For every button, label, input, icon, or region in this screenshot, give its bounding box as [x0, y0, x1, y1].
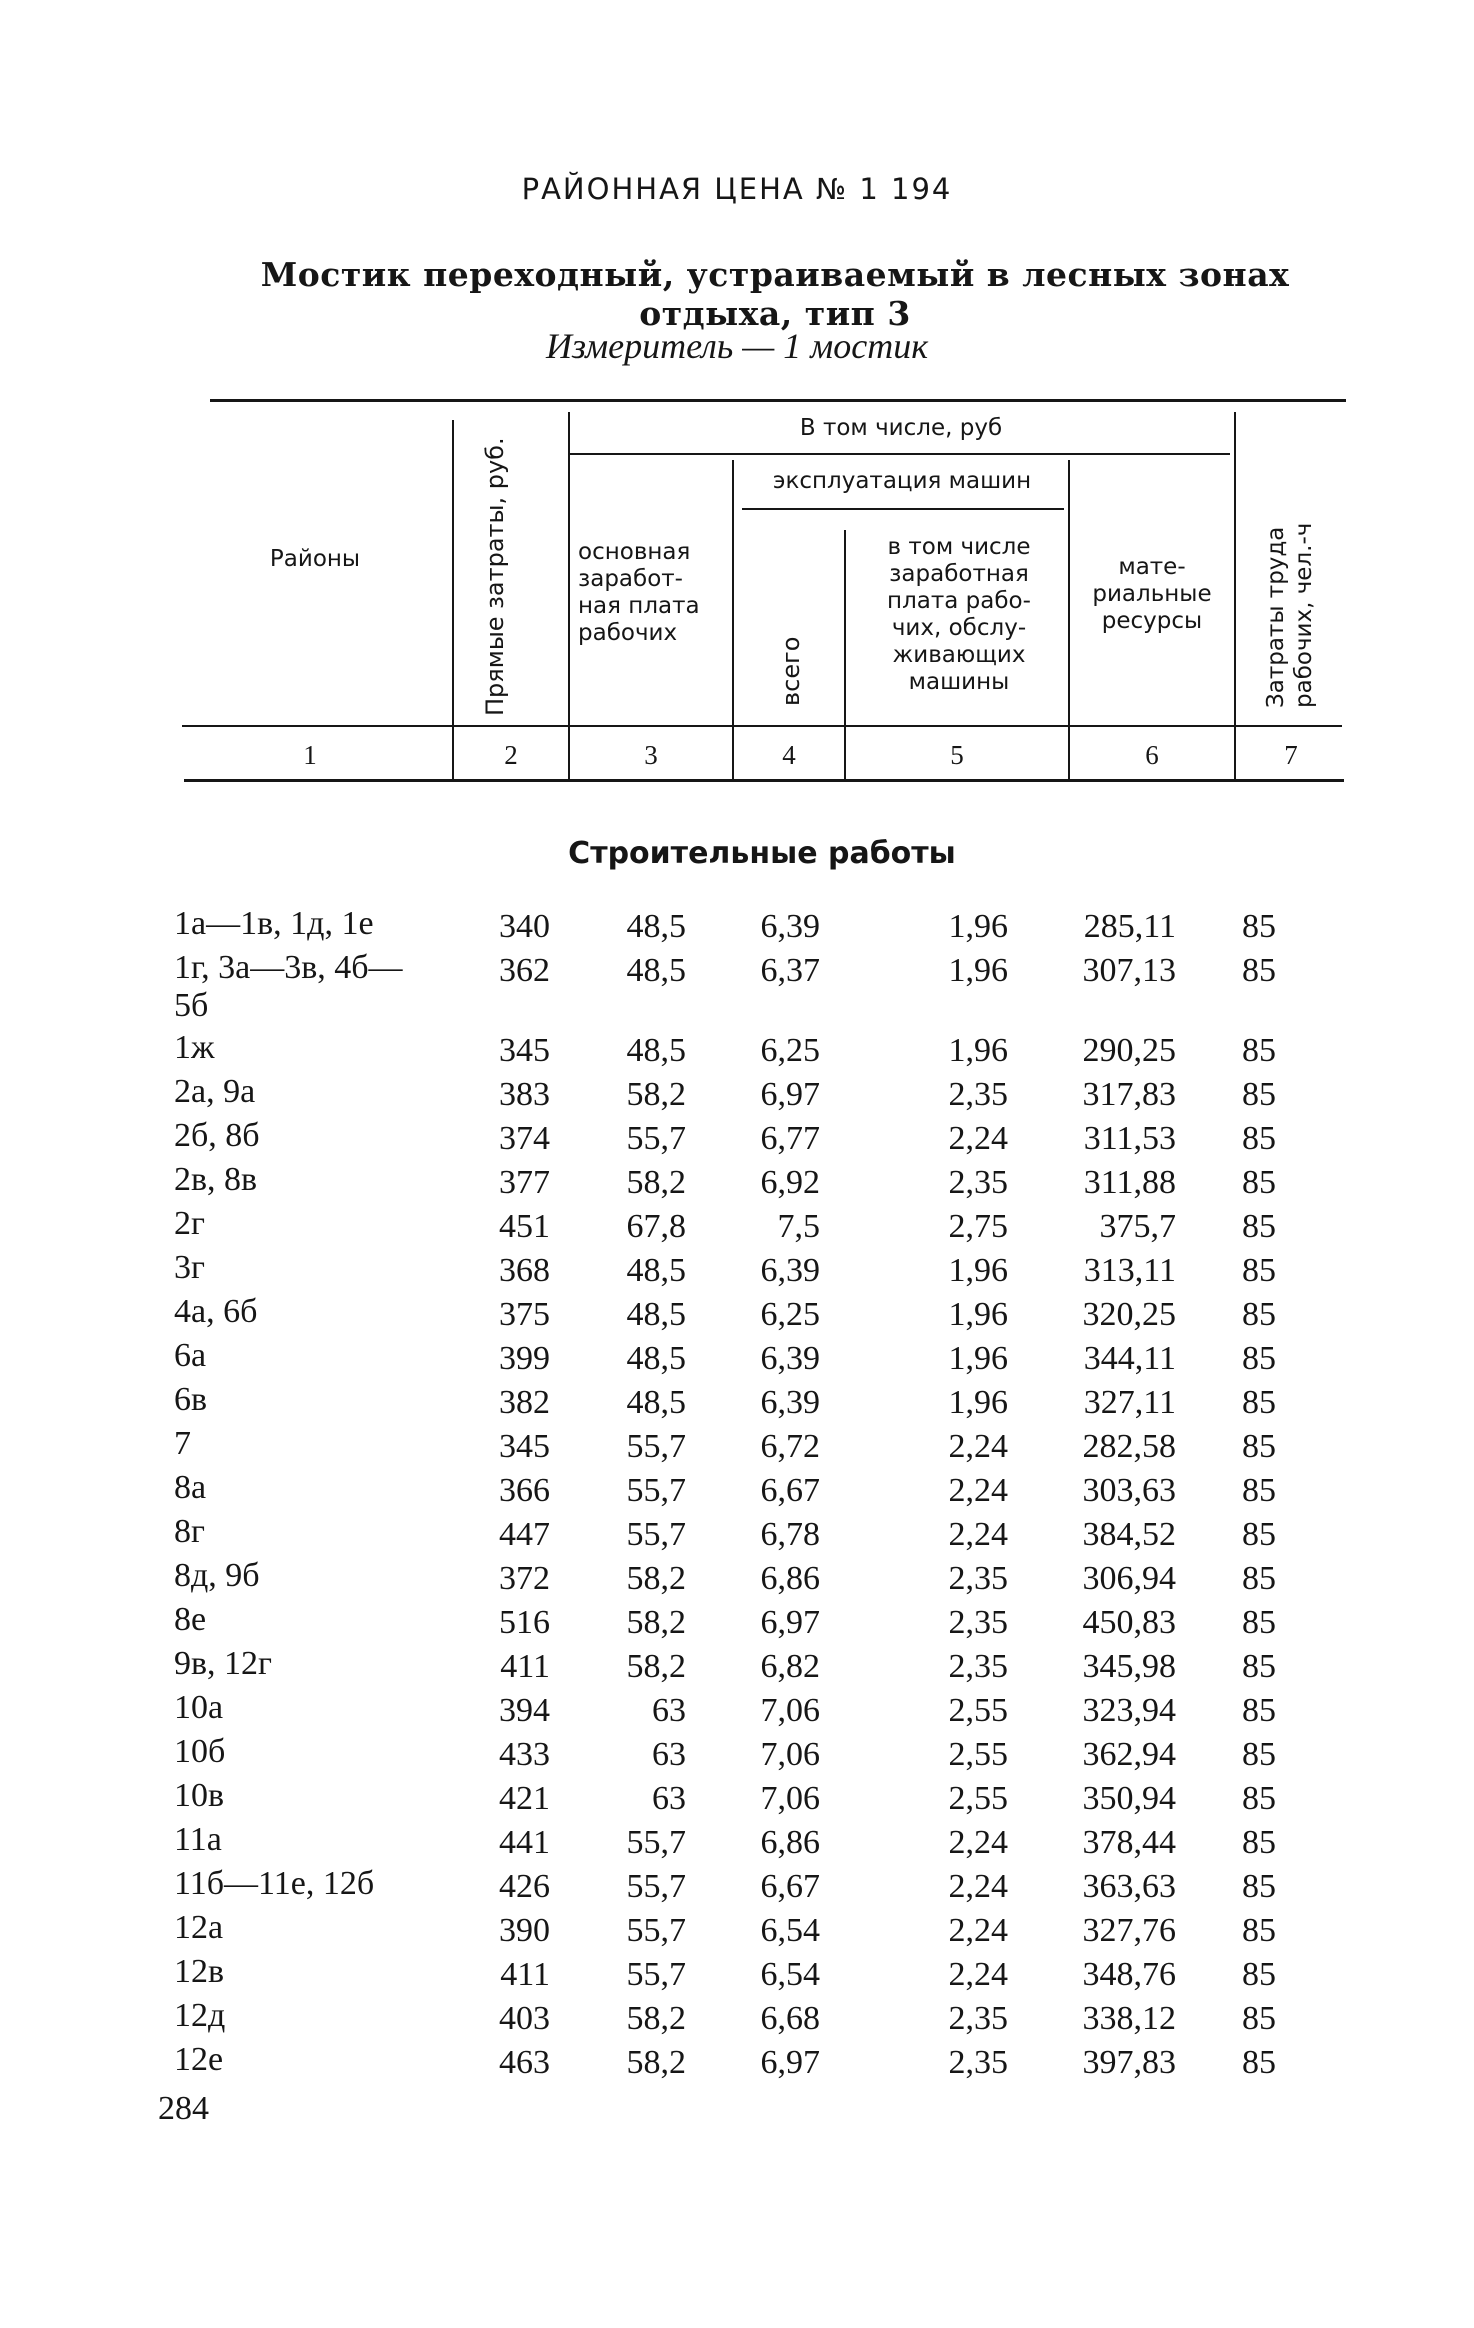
- header-labor: Затраты труда рабочих, чел.-ч: [1263, 522, 1317, 708]
- row-region: 11б—11е, 12б: [174, 1865, 375, 1902]
- row-machines-total: 6,86: [760, 1824, 820, 1861]
- column-number: 3: [644, 740, 658, 770]
- row-labor: 85: [1242, 1384, 1276, 1421]
- table-row: [0, 1425, 1474, 1469]
- row-region: 10а: [174, 1689, 224, 1726]
- row-direct-costs: 377: [499, 1164, 550, 1201]
- row-direct-costs: 447: [499, 1516, 550, 1553]
- row-machines-total: 6,77: [760, 1120, 820, 1157]
- row-region: 6в: [174, 1381, 208, 1418]
- column-number: 2: [504, 740, 518, 770]
- row-labor: 85: [1242, 1560, 1276, 1597]
- row-machines-wage: 2,24: [948, 1956, 1008, 1993]
- row-machines-total: 6,86: [760, 1560, 820, 1597]
- row-machines-wage: 2,35: [948, 1560, 1008, 1597]
- row-base-wage: 58,2: [626, 2044, 686, 2081]
- row-materials: 311,53: [1083, 1120, 1176, 1157]
- row-machines-total: 6,39: [760, 1384, 820, 1421]
- table-row: [0, 1029, 1474, 1073]
- table-row: [0, 1601, 1474, 1645]
- row-direct-costs: 516: [499, 1604, 550, 1641]
- row-machines-wage: 1,96: [948, 1296, 1008, 1333]
- row-materials: 378,44: [1082, 1824, 1176, 1861]
- table-body: [0, 905, 1474, 2085]
- row-machines-wage: 2,24: [948, 1868, 1008, 1905]
- row-region: 12е: [174, 2041, 224, 2078]
- header-direct-costs: Прямые затраты, руб.: [481, 437, 509, 716]
- row-region: 2б, 8б: [174, 1117, 260, 1154]
- row-labor: 85: [1242, 1164, 1276, 1201]
- row-machines-total: 6,25: [760, 1296, 820, 1333]
- row-region: 1г, 3а—3в, 4б—5б: [174, 949, 403, 1024]
- row-labor: 85: [1242, 952, 1276, 989]
- row-materials: 344,11: [1083, 1340, 1176, 1377]
- subheader-rule-machines: [742, 508, 1064, 510]
- measure-unit: Измеритель — 1 мостик: [545, 326, 929, 366]
- table-row: [0, 2041, 1474, 2085]
- table-row: [0, 1733, 1474, 1777]
- table-row: [0, 1205, 1474, 1249]
- row-materials: 450,83: [1082, 1604, 1176, 1641]
- row-labor: 85: [1242, 2000, 1276, 2037]
- row-base-wage: 55,7: [626, 1120, 686, 1157]
- row-direct-costs: 426: [499, 1868, 550, 1905]
- header-machine-operation: эксплуатация машин: [772, 468, 1032, 494]
- row-labor: 85: [1242, 2044, 1276, 2081]
- header-regions: Районы: [269, 546, 361, 572]
- row-region: 11а: [174, 1821, 222, 1858]
- row-base-wage: 55,7: [626, 1956, 686, 1993]
- table-row: [0, 1337, 1474, 1381]
- col-divider-6: [1234, 412, 1236, 780]
- row-materials: 311,88: [1083, 1164, 1176, 1201]
- row-materials: 290,25: [1082, 1032, 1176, 1069]
- row-base-wage: 55,7: [626, 1912, 686, 1949]
- row-labor: 85: [1242, 1120, 1276, 1157]
- row-base-wage: 55,7: [626, 1472, 686, 1509]
- row-base-wage: 63: [652, 1736, 686, 1773]
- row-machines-wage: 2,55: [948, 1692, 1008, 1729]
- row-materials: 320,25: [1082, 1296, 1176, 1333]
- row-labor: 85: [1242, 1076, 1276, 1113]
- row-base-wage: 58,2: [626, 1164, 686, 1201]
- row-direct-costs: 421: [499, 1780, 550, 1817]
- row-machines-wage: 2,24: [948, 1824, 1008, 1861]
- row-labor: 85: [1242, 1912, 1276, 1949]
- table-row: [0, 1953, 1474, 1997]
- table-row: [0, 1513, 1474, 1557]
- row-base-wage: 48,5: [626, 952, 686, 989]
- table-row: [0, 1777, 1474, 1821]
- table-row: [0, 905, 1474, 949]
- row-direct-costs: 411: [500, 1956, 550, 1993]
- row-base-wage: 58,2: [626, 1076, 686, 1113]
- row-materials: 317,83: [1082, 1076, 1176, 1113]
- table-row: [0, 949, 1474, 1029]
- row-labor: 85: [1242, 1208, 1276, 1245]
- row-region: 10в: [174, 1777, 225, 1814]
- row-region: 8е: [174, 1601, 207, 1638]
- row-machines-total: 7,06: [760, 1736, 820, 1773]
- row-base-wage: 48,5: [626, 1340, 686, 1377]
- row-materials: 327,76: [1082, 1912, 1176, 1949]
- header-bottom-rule: [182, 725, 1342, 727]
- row-labor: 85: [1242, 1604, 1276, 1641]
- row-materials: 397,83: [1082, 2044, 1176, 2081]
- row-machines-total: 6,67: [760, 1472, 820, 1509]
- row-direct-costs: 394: [499, 1692, 550, 1729]
- header-base-wage: основная заработ-ная плата рабочих: [578, 539, 700, 646]
- row-direct-costs: 362: [499, 952, 550, 989]
- header-incl-rub: В том числе, руб: [799, 415, 1003, 441]
- row-materials: 362,94: [1082, 1736, 1176, 1773]
- column-number: 4: [782, 740, 796, 770]
- row-machines-wage: 2,35: [948, 1164, 1008, 1201]
- row-base-wage: 55,7: [626, 1428, 686, 1465]
- row-base-wage: 48,5: [626, 1384, 686, 1421]
- row-labor: 85: [1242, 1516, 1276, 1553]
- row-machines-total: 6,92: [760, 1164, 820, 1201]
- row-region: 12д: [174, 1997, 226, 2034]
- row-machines-total: 6,39: [760, 908, 820, 945]
- row-direct-costs: 441: [499, 1824, 550, 1861]
- row-materials: 303,63: [1082, 1472, 1176, 1509]
- row-region: 8д, 9б: [174, 1557, 260, 1594]
- row-base-wage: 55,7: [626, 1516, 686, 1553]
- row-base-wage: 58,2: [626, 1648, 686, 1685]
- table-row: [0, 1909, 1474, 1953]
- row-labor: 85: [1242, 1736, 1276, 1773]
- row-region: 2а, 9а: [174, 1073, 256, 1110]
- row-base-wage: 48,5: [626, 1296, 686, 1333]
- header-machines-wage: в том числе заработная плата рабо-чих, обслу-живающих машины: [887, 534, 1031, 695]
- header-machines-total: всего: [777, 636, 805, 706]
- row-materials: 285,11: [1083, 908, 1176, 945]
- page-title: Мостик переходный, устраиваемый в лесных зонах отдыха, тип 3: [260, 255, 1290, 333]
- row-machines-wage: 2,24: [948, 1472, 1008, 1509]
- row-direct-costs: 372: [499, 1560, 550, 1597]
- row-materials: 338,12: [1082, 2000, 1176, 2037]
- row-base-wage: 55,7: [626, 1868, 686, 1905]
- table-row: [0, 1293, 1474, 1337]
- row-labor: 85: [1242, 1340, 1276, 1377]
- row-machines-total: 6,67: [760, 1868, 820, 1905]
- table-row: [0, 1161, 1474, 1205]
- row-machines-total: 6,82: [760, 1648, 820, 1685]
- row-base-wage: 48,5: [626, 908, 686, 945]
- row-region: 2в, 8в: [174, 1161, 258, 1198]
- row-machines-total: 6,72: [760, 1428, 820, 1465]
- col-divider-3: [732, 460, 734, 780]
- column-number: 5: [950, 740, 964, 770]
- row-region: 12а: [174, 1909, 224, 1946]
- row-machines-wage: 2,35: [948, 1648, 1008, 1685]
- colnum-bottom-rule: [184, 779, 1344, 782]
- row-materials: 307,13: [1082, 952, 1176, 989]
- col-divider-1: [452, 420, 454, 780]
- row-machines-wage: 2,75: [948, 1208, 1008, 1245]
- row-machines-wage: 2,24: [948, 1120, 1008, 1157]
- row-direct-costs: 345: [499, 1428, 550, 1465]
- row-region: 10б: [174, 1733, 226, 1770]
- row-materials: 348,76: [1082, 1956, 1176, 1993]
- row-machines-wage: 1,96: [948, 1340, 1008, 1377]
- row-machines-wage: 2,24: [948, 1428, 1008, 1465]
- row-machines-total: 6,39: [760, 1252, 820, 1289]
- page-number: 284: [158, 2090, 209, 2127]
- table-row: [0, 1821, 1474, 1865]
- row-labor: 85: [1242, 1868, 1276, 1905]
- row-labor: 85: [1242, 1648, 1276, 1685]
- row-materials: 363,63: [1082, 1868, 1176, 1905]
- row-region: 6а: [174, 1337, 207, 1374]
- row-materials: 350,94: [1082, 1780, 1176, 1817]
- column-number: 6: [1145, 740, 1159, 770]
- row-machines-total: 6,97: [760, 2044, 820, 2081]
- row-machines-total: 7,06: [760, 1780, 820, 1817]
- row-base-wage: 58,2: [626, 1604, 686, 1641]
- row-machines-total: 6,39: [760, 1340, 820, 1377]
- row-machines-wage: 2,24: [948, 1516, 1008, 1553]
- row-labor: 85: [1242, 1032, 1276, 1069]
- row-machines-total: 7,06: [760, 1692, 820, 1729]
- row-direct-costs: 340: [499, 908, 550, 945]
- row-region: 1ж: [174, 1029, 215, 1066]
- table-row: [0, 1073, 1474, 1117]
- row-machines-wage: 1,96: [948, 1032, 1008, 1069]
- row-machines-wage: 1,96: [948, 1252, 1008, 1289]
- row-direct-costs: 433: [499, 1736, 550, 1773]
- row-labor: 85: [1242, 1692, 1276, 1729]
- row-machines-wage: 2,24: [948, 1912, 1008, 1949]
- row-region: 8а: [174, 1469, 207, 1506]
- row-labor: 85: [1242, 1428, 1276, 1465]
- row-labor: 85: [1242, 1472, 1276, 1509]
- row-direct-costs: 451: [499, 1208, 550, 1245]
- row-direct-costs: 390: [499, 1912, 550, 1949]
- table-row: [0, 1557, 1474, 1601]
- row-base-wage: 63: [652, 1692, 686, 1729]
- row-machines-wage: 2,55: [948, 1736, 1008, 1773]
- row-base-wage: 48,5: [626, 1032, 686, 1069]
- row-machines-total: 6,37: [760, 952, 820, 989]
- row-labor: 85: [1242, 908, 1276, 945]
- table-row: [0, 1997, 1474, 2041]
- row-base-wage: 67,8: [626, 1208, 686, 1245]
- section-title: Строительные работы: [568, 836, 956, 871]
- table-row: [0, 1469, 1474, 1513]
- row-machines-wage: 1,96: [948, 952, 1008, 989]
- row-direct-costs: 368: [499, 1252, 550, 1289]
- row-region: 9в, 12г: [174, 1645, 272, 1682]
- row-base-wage: 63: [652, 1780, 686, 1817]
- row-direct-costs: 374: [499, 1120, 550, 1157]
- row-materials: 384,52: [1082, 1516, 1176, 1553]
- row-labor: 85: [1242, 1252, 1276, 1289]
- column-number: 7: [1284, 740, 1298, 770]
- row-labor: 85: [1242, 1956, 1276, 1993]
- row-region: 2г: [174, 1205, 205, 1242]
- row-materials: 327,11: [1083, 1384, 1176, 1421]
- row-machines-total: 6,97: [760, 1604, 820, 1641]
- row-machines-total: 6,97: [760, 1076, 820, 1113]
- row-direct-costs: 345: [499, 1032, 550, 1069]
- row-materials: 345,98: [1082, 1648, 1176, 1685]
- row-region: 8г: [174, 1513, 205, 1550]
- row-base-wage: 58,2: [626, 1560, 686, 1597]
- row-machines-wage: 2,35: [948, 2044, 1008, 2081]
- row-machines-wage: 2,55: [948, 1780, 1008, 1817]
- row-direct-costs: 375: [499, 1296, 550, 1333]
- row-direct-costs: 399: [499, 1340, 550, 1377]
- row-materials: 323,94: [1082, 1692, 1176, 1729]
- header-materials: мате-риальные ресурсы: [1092, 554, 1212, 634]
- header-top-rule: [210, 399, 1346, 402]
- row-materials: 313,11: [1083, 1252, 1176, 1289]
- row-materials: 375,7: [1099, 1208, 1176, 1245]
- row-direct-costs: 366: [499, 1472, 550, 1509]
- row-base-wage: 58,2: [626, 2000, 686, 2037]
- row-machines-total: 6,25: [760, 1032, 820, 1069]
- row-region: 1а—1в, 1д, 1е: [174, 905, 374, 942]
- col-divider-5: [1068, 460, 1070, 780]
- row-labor: 85: [1242, 1780, 1276, 1817]
- row-region: 12в: [174, 1953, 225, 1990]
- table-row: [0, 1381, 1474, 1425]
- table-row: [0, 1645, 1474, 1689]
- row-region: 4а, 6б: [174, 1293, 258, 1330]
- running-head: РАЙОННАЯ ЦЕНА № 1 194: [521, 172, 953, 206]
- row-base-wage: 48,5: [626, 1252, 686, 1289]
- table-row: [0, 1249, 1474, 1293]
- row-direct-costs: 382: [499, 1384, 550, 1421]
- table-row: [0, 1865, 1474, 1909]
- column-number: 1: [303, 740, 317, 770]
- table-row: [0, 1117, 1474, 1161]
- row-direct-costs: 383: [499, 1076, 550, 1113]
- table-row: [0, 1689, 1474, 1733]
- row-direct-costs: 463: [499, 2044, 550, 2081]
- row-machines-total: 6,54: [760, 1912, 820, 1949]
- row-direct-costs: 403: [499, 2000, 550, 2037]
- subheader-rule-incl: [568, 453, 1230, 455]
- row-labor: 85: [1242, 1824, 1276, 1861]
- row-region: 7: [174, 1425, 191, 1462]
- row-machines-total: 6,54: [760, 1956, 820, 1993]
- col-divider-2: [568, 412, 570, 780]
- row-region: 3г: [174, 1249, 205, 1286]
- row-machines-total: 6,68: [760, 2000, 820, 2037]
- row-materials: 306,94: [1082, 1560, 1176, 1597]
- row-machines-wage: 1,96: [948, 908, 1008, 945]
- row-base-wage: 55,7: [626, 1824, 686, 1861]
- row-labor: 85: [1242, 1296, 1276, 1333]
- row-direct-costs: 411: [500, 1648, 550, 1685]
- row-machines-wage: 1,96: [948, 1384, 1008, 1421]
- row-machines-wage: 2,35: [948, 2000, 1008, 2037]
- row-machines-total: 6,78: [760, 1516, 820, 1553]
- row-machines-wage: 2,35: [948, 1604, 1008, 1641]
- row-materials: 282,58: [1082, 1428, 1176, 1465]
- row-machines-wage: 2,35: [948, 1076, 1008, 1113]
- row-machines-total: 7,5: [777, 1208, 820, 1245]
